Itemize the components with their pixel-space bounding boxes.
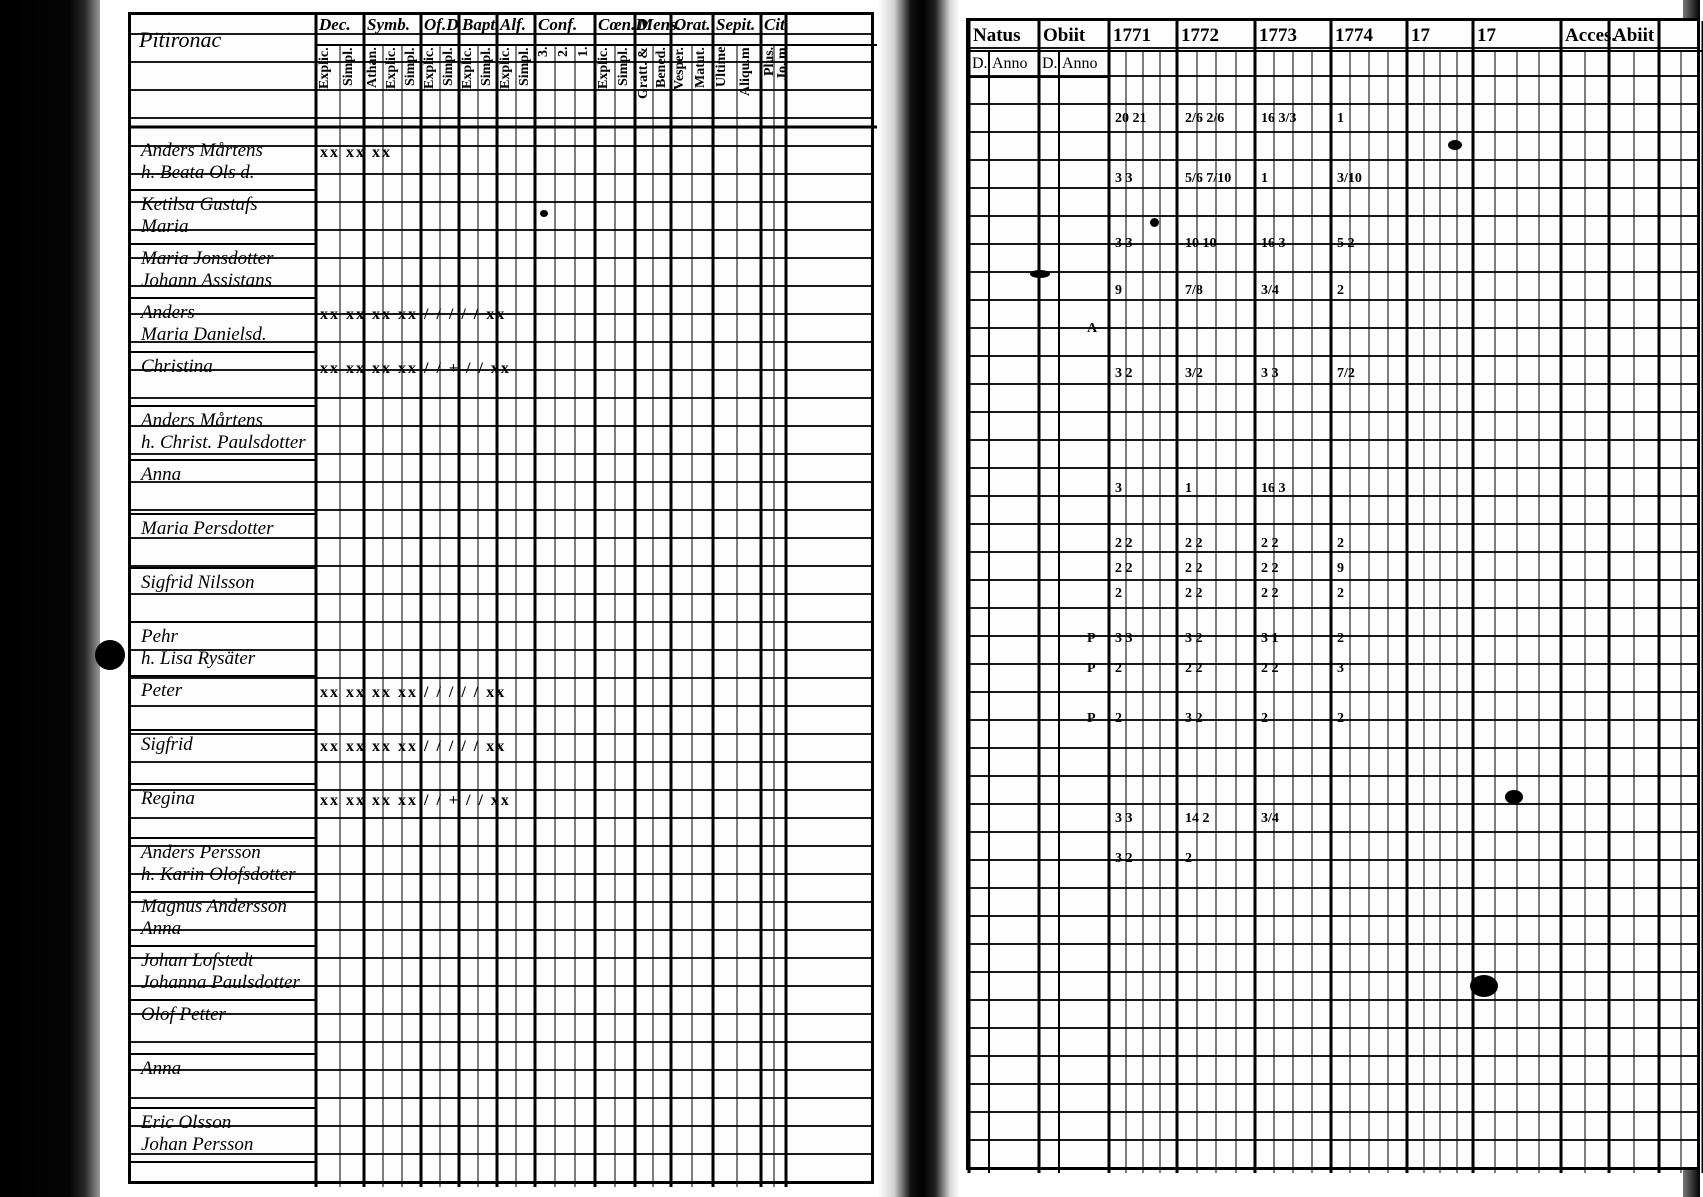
- column-subheader: Explic.: [460, 47, 475, 89]
- fraction-entry: 16 3: [1261, 481, 1286, 496]
- fraction-entry: 2: [1337, 586, 1344, 601]
- entry-name: Maria Persdotter: [141, 518, 274, 539]
- column-subheader: Simpl.: [517, 47, 532, 86]
- ink-blot: [1448, 140, 1462, 150]
- column-subheader: Aliqu.m: [738, 47, 753, 96]
- fraction-entry: 2 2: [1185, 586, 1203, 601]
- fraction-entry: 3/2: [1185, 366, 1203, 381]
- fraction-entry: 2: [1185, 851, 1192, 866]
- entry-name: Regina: [141, 788, 195, 809]
- fraction-entry: 7/8: [1185, 283, 1203, 298]
- fraction-entry: 10 10: [1185, 236, 1217, 251]
- entry-name: Anders Persson: [141, 842, 261, 863]
- year-column-header: Acces.: [1565, 25, 1617, 46]
- entry-spouse: Johann Assistans: [141, 270, 273, 291]
- fraction-entry: 2 2: [1185, 561, 1203, 576]
- column-subheader: 3.: [536, 47, 551, 58]
- fraction-entry: 3: [1115, 481, 1122, 496]
- entry-name: Anders Mårtens: [141, 410, 263, 431]
- entry-spouse: Maria: [141, 216, 189, 237]
- fraction-entry: 2: [1115, 711, 1122, 726]
- column-header: Bapt.: [462, 15, 500, 34]
- fraction-entry: 3/4: [1261, 811, 1279, 826]
- fraction-entry: 1: [1261, 171, 1268, 186]
- entry-spouse: Johanna Paulsdotter: [141, 972, 300, 993]
- fraction-entry: 3 2: [1185, 631, 1203, 646]
- fraction-entry: 3 2: [1115, 851, 1133, 866]
- column-subheader: Gratt. &: [636, 47, 651, 100]
- entry-marks: xx xx xx xx / / + / / xx: [320, 792, 511, 809]
- column-subheader: Matut.: [693, 47, 708, 88]
- fraction-entry: 2 2: [1115, 536, 1133, 551]
- fraction-entry: 2 2: [1261, 536, 1279, 551]
- fraction-entry: 2 2: [1261, 586, 1279, 601]
- entry-marks: xx xx xx xx / / / / / xx: [320, 738, 507, 755]
- ink-blot: [1505, 790, 1523, 804]
- entry-name: Johan Lofstedt: [141, 950, 254, 971]
- fraction-entry: 3 2: [1185, 711, 1203, 726]
- fraction-entry: 2 2: [1261, 661, 1279, 676]
- entry-name: Anders Mårtens: [141, 140, 263, 161]
- fraction-entry: 3: [1337, 661, 1344, 676]
- entry-name: Olof Petter: [141, 1004, 226, 1025]
- fraction-entry: 3/10: [1337, 171, 1362, 186]
- left-register-page: [128, 12, 874, 1184]
- fraction-entry: 3 3: [1115, 236, 1133, 251]
- fraction-entry: 2: [1115, 586, 1122, 601]
- entry-name: Anna: [141, 1058, 182, 1079]
- column-header: Of.D: [424, 15, 459, 34]
- fraction-entry: 3 3: [1261, 366, 1279, 381]
- entry-name: Peter: [141, 680, 183, 701]
- column-subheader: Simpl.: [616, 47, 631, 86]
- year-column-header: 17: [1477, 25, 1496, 46]
- column-subheader: Vesper.: [672, 47, 687, 90]
- column-subheader: Simpl.: [341, 47, 356, 86]
- fraction-entry: 2 2: [1185, 661, 1203, 676]
- fraction-entry: 2: [1115, 661, 1122, 676]
- column-subheader: Ultime: [714, 47, 729, 88]
- book-spine-left: [0, 0, 100, 1197]
- entry-name: Sigfrid Nilsson: [141, 572, 255, 593]
- fraction-entry: 5 2: [1337, 236, 1355, 251]
- column-subheader: 2.: [556, 47, 571, 58]
- column-header: Mens.: [638, 15, 681, 34]
- fraction-entry: 14 2: [1185, 811, 1210, 826]
- ink-blot: [95, 640, 125, 670]
- column-header: Cœn.D: [598, 15, 648, 34]
- column-header: Cit.: [764, 15, 790, 34]
- year-column-header: Obiit: [1043, 25, 1086, 46]
- entry-spouse: h. Karin Olofsdotter: [141, 864, 296, 885]
- fraction-entry: 2: [1337, 536, 1344, 551]
- fraction-entry: 7/2: [1337, 366, 1355, 381]
- year-column-header: 1771: [1113, 25, 1151, 46]
- entry-name: Pehr: [141, 626, 178, 647]
- sub-header: D.: [1042, 55, 1058, 72]
- fraction-entry: 16 3/3: [1261, 111, 1297, 126]
- entry-name: Christina: [141, 356, 213, 377]
- fraction-entry: 2: [1337, 631, 1344, 646]
- fraction-entry: 3 3: [1115, 811, 1133, 826]
- right-register-page: [966, 18, 1700, 1170]
- column-subheader: Athan.: [365, 47, 380, 88]
- column-subheader: Simpl.: [441, 47, 456, 86]
- year-column-header: 1774: [1335, 25, 1373, 46]
- entry-name: Anders: [141, 302, 195, 323]
- fraction-entry: 2 2: [1115, 561, 1133, 576]
- entry-name: Sigfrid: [141, 734, 193, 755]
- fraction-entry: 2: [1337, 283, 1344, 298]
- fraction-entry: 3 1: [1261, 631, 1279, 646]
- column-subheader: Jo. m: [774, 47, 790, 80]
- entry-spouse: h. Christ. Paulsdotter: [141, 432, 306, 453]
- entry-marks: xx xx xx: [320, 144, 392, 161]
- column-header: Alf.: [500, 15, 526, 34]
- fraction-entry: 2: [1261, 711, 1268, 726]
- ink-blot: [1030, 270, 1050, 278]
- entry-spouse: h. Beata Ols d.: [141, 162, 255, 183]
- entry-marks: xx xx xx xx / / / / / xx: [320, 306, 507, 323]
- sub-header: Anno: [992, 55, 1028, 72]
- natus-mark: P: [1087, 631, 1096, 646]
- fraction-entry: 16 3: [1261, 236, 1286, 251]
- entry-marks: xx xx xx xx / / / / / xx: [320, 684, 507, 701]
- entry-name: Magnus Andersson: [141, 896, 287, 917]
- fraction-entry: 1: [1185, 481, 1192, 496]
- fraction-entry: 3 3: [1115, 171, 1133, 186]
- column-subheader: Plus.: [762, 47, 777, 77]
- year-column-header: Natus: [973, 25, 1021, 46]
- ink-blot: [1150, 218, 1159, 227]
- column-subheader: Explic.: [384, 47, 399, 89]
- fraction-entry: 2: [1337, 711, 1344, 726]
- fraction-entry: 2/6 2/6: [1185, 111, 1225, 126]
- fraction-entry: 1: [1337, 111, 1344, 126]
- fraction-entry: 2 2: [1261, 561, 1279, 576]
- entry-spouse: h. Lisa Rysäter: [141, 648, 256, 669]
- year-column-header: 17: [1411, 25, 1430, 46]
- sub-header: Anno: [1062, 55, 1098, 72]
- column-subheader: Explic.: [596, 47, 611, 89]
- natus-mark: P: [1087, 661, 1096, 676]
- column-subheader: Explic.: [422, 47, 437, 89]
- fraction-entry: 20 21: [1115, 111, 1147, 126]
- sub-header: D.: [972, 55, 988, 72]
- column-header: Conf.: [538, 15, 578, 34]
- entry-name: Anna: [141, 464, 182, 485]
- fraction-entry: 2 2: [1185, 536, 1203, 551]
- column-header: Sepit.: [716, 15, 756, 34]
- entry-spouse: Anna: [141, 918, 182, 939]
- entry-marks: xx xx xx xx / / + / / xx: [320, 360, 511, 377]
- ink-blot: [540, 210, 548, 217]
- page-title: Pitironac: [139, 27, 222, 52]
- fraction-entry: 3 2: [1115, 366, 1133, 381]
- column-subheader: Bened.: [654, 47, 669, 88]
- fraction-entry: 5/6 7/10: [1185, 171, 1232, 186]
- column-subheader: Simpl.: [403, 47, 418, 86]
- fraction-entry: 9: [1337, 561, 1344, 576]
- natus-mark: P: [1087, 711, 1096, 726]
- entry-name: Maria Jonsdotter: [141, 248, 274, 269]
- column-header: Symb.: [367, 15, 410, 34]
- year-column-header: 1772: [1181, 25, 1219, 46]
- entry-spouse: Maria Danielsd.: [141, 324, 267, 345]
- year-column-header: Abiit: [1613, 25, 1655, 46]
- right-grid-lines: [969, 21, 1703, 1173]
- entry-name: Eric Olsson: [141, 1112, 232, 1133]
- ink-blot: [1470, 975, 1498, 997]
- column-subheader: Explic.: [498, 47, 513, 89]
- fraction-entry: 9: [1115, 283, 1122, 298]
- column-header: Dec.: [319, 15, 351, 34]
- book-gutter: [878, 0, 960, 1197]
- column-header: Orat.: [674, 15, 711, 34]
- year-column-header: 1773: [1259, 25, 1297, 46]
- entry-name: Ketilsa Gustafs: [141, 194, 258, 215]
- natus-mark: A: [1087, 321, 1098, 336]
- fraction-entry: 3 3: [1115, 631, 1133, 646]
- column-subheader: 1.: [576, 47, 591, 58]
- fraction-entry: 3/4: [1261, 283, 1279, 298]
- column-subheader: Explic.: [317, 47, 332, 89]
- entry-spouse: Johan Persson: [141, 1134, 254, 1155]
- column-subheader: Simpl.: [479, 47, 494, 86]
